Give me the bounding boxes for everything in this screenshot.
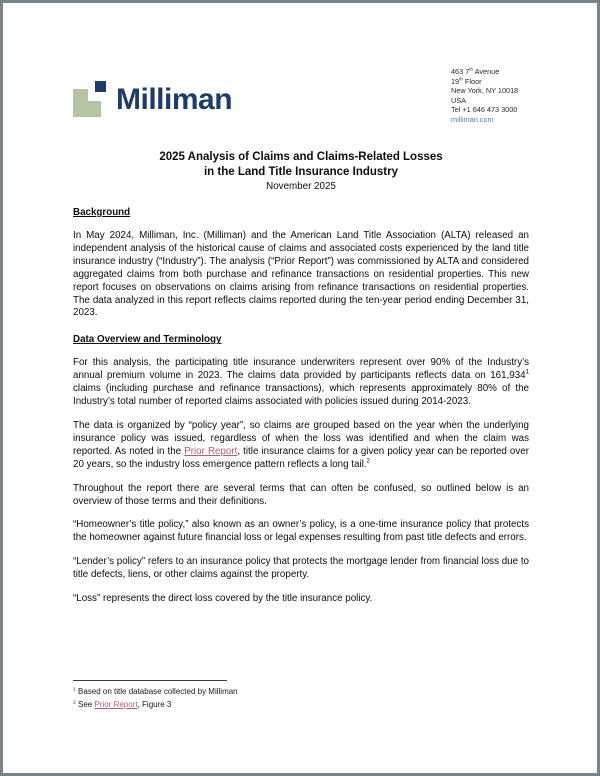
address-floor: 19th Floor [451,76,482,86]
report-date: November 2025 [266,181,336,192]
footnote-1-marker: 1 [73,687,76,693]
background-paragraph-1: In May 2024, Milliman, Inc. (Milliman) and the American Land Title Association (ALTA) released an independent analysis of the historical cause of claims and associated costs experienced by the land title insurance industry (“Industry”). The analysis (“Prior Report”) was commissioned by ALTA and considered aggregated claims from both purchase and refinance transactions on residential properties. This new report focuses on observations on claims arising from refinance transactions on residential properties. The data analyzed in this report reflects claims reported during the ten-year period ending December 31, 2023. [73,230,529,319]
report-title-line-2: in the Land Title Insurance Industry [203,165,399,178]
milliman-website-link[interactable]: milliman.com [451,114,494,124]
address-phone: Tel +1 646 473 3000 [451,105,518,114]
data-overview-paragraph-2: The data is organized by “policy year”, so claims are grouped based on the year when the underlying insurance policy was issued, regardless of when the loss was identified and when the claim was reported. As noted in the Prior Report, title insurance claims for a given policy year can be reported over 20 years, so the industry loss emergence pattern reflects a long tail.$^2$ [73,419,529,470]
footnote-2: $^2$ See Prior Report, Figure 3 [73,699,172,709]
footnote-2-marker: 2 [73,699,76,705]
data-overview-paragraph-6: “Loss” represents the direct loss covered by the title insurance policy. [73,593,373,605]
report-title-line-1: 2025 Analysis of Claims and Claims-Related Losses [159,151,443,163]
data-overview-paragraph-4: “Homeowner’s title policy,” also known as an owner’s policy, is a one-time insurance policy that protects the homeowner against future financial loss or legal expenses resulting from past title defects and errors. [73,519,529,544]
footnotes-block [73,680,535,711]
data-overview-paragraph-3: Throughout the report there are several terms that can often be confused, so outlined below is an overview of those terms and their definitions. [73,482,529,507]
footnote-1: $^1$ Based on title database collected by Milliman [73,687,238,696]
footnote-ref-2: 2 [366,458,370,465]
footnote-ref-1: 1 [525,369,529,376]
data-overview-paragraph-1: For this analysis, the participating title insurance underwriters represent over 90% of the Industry’s annual premium volume in 2023. The claims data provided by participants reflects data on 161,934$^1$ claims (including purchase and refinance transactions), which represents approximately 80% of the Industry’s total number of reported claims associated with policies issued during 2014-2023. [73,357,529,408]
data-overview-paragraph-5: “Lender’s policy” refers to an insurance policy that protects the mortgage lender from financial loss due to title defects, liens, or other claims against the property. [73,556,529,581]
milliman-wordmark: Milliman [116,83,233,116]
prior-report-footnote-link[interactable]: Prior Report [94,699,138,709]
section-heading-background: Background [73,207,131,218]
footnote-separator [73,680,227,681]
address-country: USA [451,95,467,105]
address-city: New York, NY 10018 [451,86,519,95]
logo-navy-square [95,81,106,92]
milliman-logo-icon [73,81,107,117]
address-street: 463 7th Avenue [451,66,500,76]
report-title-block [73,150,529,193]
address-block [451,67,529,124]
letterhead [73,67,529,124]
section-heading-data-overview: Data Overview and Terminology [73,334,222,346]
prior-report-link[interactable]: Prior Report [184,445,238,457]
milliman-logo [73,81,232,117]
